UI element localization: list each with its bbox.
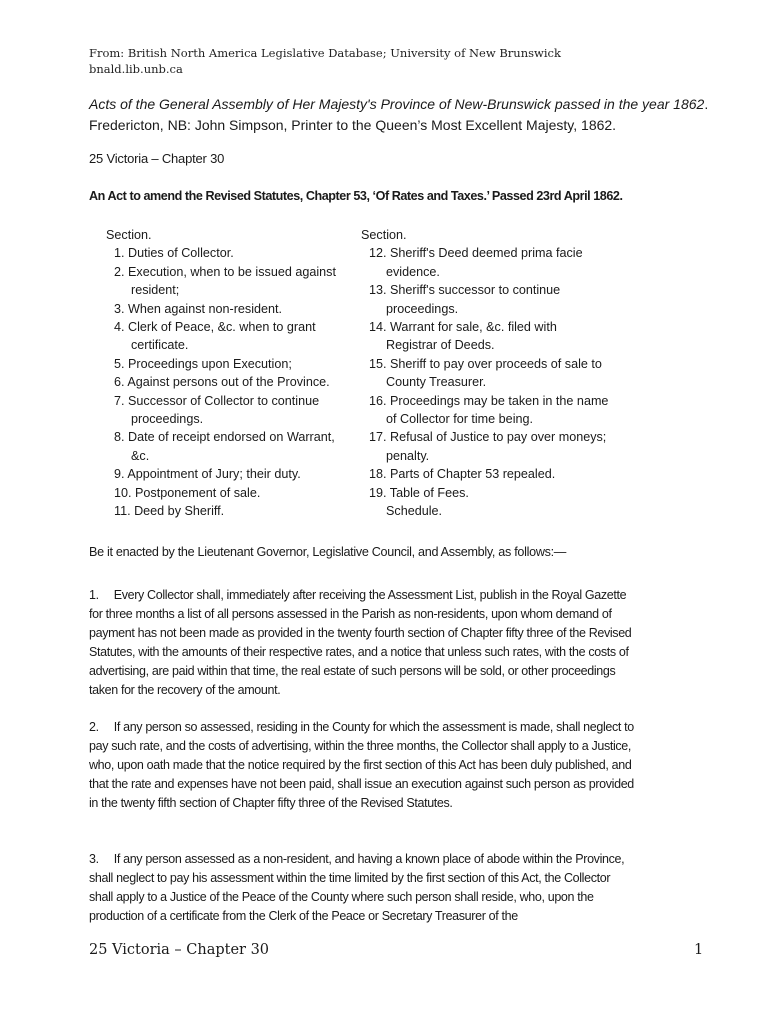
section-2	[89, 718, 634, 813]
toc-item	[369, 392, 631, 429]
toc-item	[114, 502, 356, 520]
section-text: Every Collector shall, immediately after receiving the Assessment List, publish in the Royal Gazette for three months a list of all persons assessed in the Parish as non-residents, upon whom demand of payment has not been made as provided in the twenty fourth section of Chapter fifty three of the Revised Statutes, with the amounts of their respective rates, and a notice that unless such rates, with the costs of advertising, are paid within that time, the real estate of such persons will be sold, or other proceedings taken for the recovery of the amount.	[89, 588, 632, 697]
toc-item-text: Sheriff to pay over proceeds of sale to	[390, 356, 602, 371]
section-1	[89, 586, 634, 700]
section-number: 2.	[89, 720, 99, 734]
toc-item-number: 11.	[114, 504, 131, 519]
source-note	[89, 45, 709, 77]
toc-item	[114, 355, 356, 373]
toc-item-continuation: &c.	[131, 448, 150, 463]
toc-item-number: 18.	[369, 467, 387, 482]
toc-item-continuation: certificate.	[131, 338, 189, 353]
toc-item-text: Postponement of sale.	[135, 485, 261, 500]
toc-item-continuation: Schedule.	[386, 504, 443, 519]
toc-item-number: 12.	[369, 246, 387, 261]
toc-item	[114, 392, 356, 429]
toc-item-text: Sheriff's Deed deemed prima facie	[390, 246, 583, 261]
toc-item-number: 1.	[114, 246, 125, 261]
toc-item-number: 16.	[369, 393, 387, 408]
toc-item	[369, 465, 631, 483]
toc-item-text: Against persons out of the Province.	[127, 375, 330, 390]
chapter-id: 25 Victoria – Chapter 30	[89, 151, 225, 166]
citation-publisher: . Fredericton, NB: John Simpson, Printer to the Queen’s Most Excellent Majesty, 1862.	[89, 96, 709, 133]
toc-item-text: Parts of Chapter 53 repealed.	[390, 467, 556, 482]
toc-item-number: 4.	[114, 320, 125, 335]
toc-item-number: 3.	[114, 301, 125, 316]
toc-item-text: Clerk of Peace, &c. when to grant	[128, 320, 316, 335]
toc-item-continuation: proceedings.	[386, 301, 459, 316]
toc-item	[369, 355, 631, 392]
toc-item-continuation: County Treasurer.	[386, 375, 487, 390]
toc-item-text: Duties of Collector.	[128, 246, 234, 261]
toc-item	[114, 300, 356, 318]
toc-heading: Section.	[106, 228, 152, 242]
toc-item-number: 9.	[114, 467, 125, 482]
toc-item	[369, 244, 631, 281]
toc-item	[114, 263, 356, 300]
act-title: An Act to amend the Revised Statutes, Chapter 53, ‘Of Rates and Taxes.’ Passed 23rd April 1862.	[89, 189, 623, 203]
toc-item-number: 7.	[114, 393, 125, 408]
toc-item-text: Table of Fees.	[389, 485, 469, 500]
toc-item-continuation: resident;	[131, 283, 180, 298]
toc-item-number: 8.	[114, 430, 125, 445]
toc-item-number: 2.	[114, 264, 125, 279]
toc-item-text: When against non-resident.	[128, 301, 283, 316]
enacting-clause: Be it enacted by the Lieutenant Governor, Legislative Council, and Assembly, as follows:—	[89, 545, 567, 559]
toc-item	[369, 484, 631, 521]
source-url: bnald.lib.unb.ca	[89, 62, 183, 76]
toc-item-text: Deed by Sheriff.	[134, 504, 225, 519]
toc-item-number: 17.	[369, 430, 387, 445]
footer-chapter: 25 Victoria – Chapter 30	[89, 942, 270, 958]
toc-item-number: 6.	[114, 375, 125, 390]
page-number: 1	[694, 942, 704, 958]
toc-item-text: Warrant for sale, &c. filed with	[390, 320, 557, 335]
toc-item-text: Sheriff's successor to continue	[390, 283, 561, 298]
citation-title: Acts of the General Assembly of Her Majesty's Province of New-Brunswick passed in the year 1862	[89, 96, 705, 112]
toc-item-number: 19.	[369, 485, 387, 500]
toc-item	[114, 428, 356, 465]
toc-item-text: Execution, when to be issued against	[128, 264, 336, 279]
section-number: 3.	[89, 852, 99, 866]
toc-item-continuation: of Collector for time being.	[386, 412, 533, 427]
toc-item-text: Appointment of Jury; their duty.	[127, 467, 301, 482]
toc-item	[369, 428, 631, 465]
section-number: 1.	[89, 588, 99, 602]
toc-right-column	[361, 226, 631, 521]
toc-item-continuation: penalty.	[386, 448, 430, 463]
toc-item-text: Successor of Collector to continue	[128, 393, 320, 408]
toc-item	[114, 484, 356, 502]
toc-item	[114, 465, 356, 483]
source-line: From: British North America Legislative Database; University of New Brunswick	[89, 46, 561, 60]
toc-item-continuation: proceedings.	[131, 412, 204, 427]
toc-item-text: Proceedings may be taken in the name	[390, 393, 609, 408]
toc-item-continuation: evidence.	[386, 264, 440, 279]
toc-item	[114, 244, 356, 262]
toc-item-text: Proceedings upon Execution;	[128, 356, 292, 371]
toc-item-number: 13.	[369, 283, 387, 298]
toc-item	[114, 318, 356, 355]
toc-left-column	[106, 226, 356, 521]
toc-item	[369, 318, 631, 355]
toc-item-continuation: Registrar of Deeds.	[386, 338, 495, 353]
toc-item-number: 10.	[114, 485, 132, 500]
section-text: If any person so assessed, residing in the County for which the assessment is made, shall neglect to pay such rate, and the costs of advertising, within the three months, the Collector shall apply to a Justice, who, upon oath made that the notice required by the first section of this Act has been duly published, and that the rate and expenses have not been paid, shall issue an execution against such person as provided in the twenty fifth section of Chapter fifty three of the Revised Statutes.	[89, 720, 634, 810]
toc-item-number: 5.	[114, 356, 125, 371]
toc-item	[369, 281, 631, 318]
toc-heading: Section.	[361, 228, 407, 242]
section-3	[89, 850, 634, 926]
toc-item-text: Date of receipt endorsed on Warrant,	[128, 430, 335, 445]
citation	[89, 94, 709, 135]
toc-item-number: 14.	[369, 320, 387, 335]
section-text: If any person assessed as a non-resident, and having a known place of abode within the Province, shall neglect to pay his assessment within the time limited by the first section of this Act, the Collector shall apply to a Justice of the Peace of the County where such person shall reside, who, upon the production of a certificate from the Clerk of the Peace or Secretary Treasurer of the	[89, 852, 625, 923]
toc-item	[114, 373, 356, 391]
toc-item-number: 15.	[369, 356, 387, 371]
toc-item-text: Refusal of Justice to pay over moneys;	[390, 430, 607, 445]
